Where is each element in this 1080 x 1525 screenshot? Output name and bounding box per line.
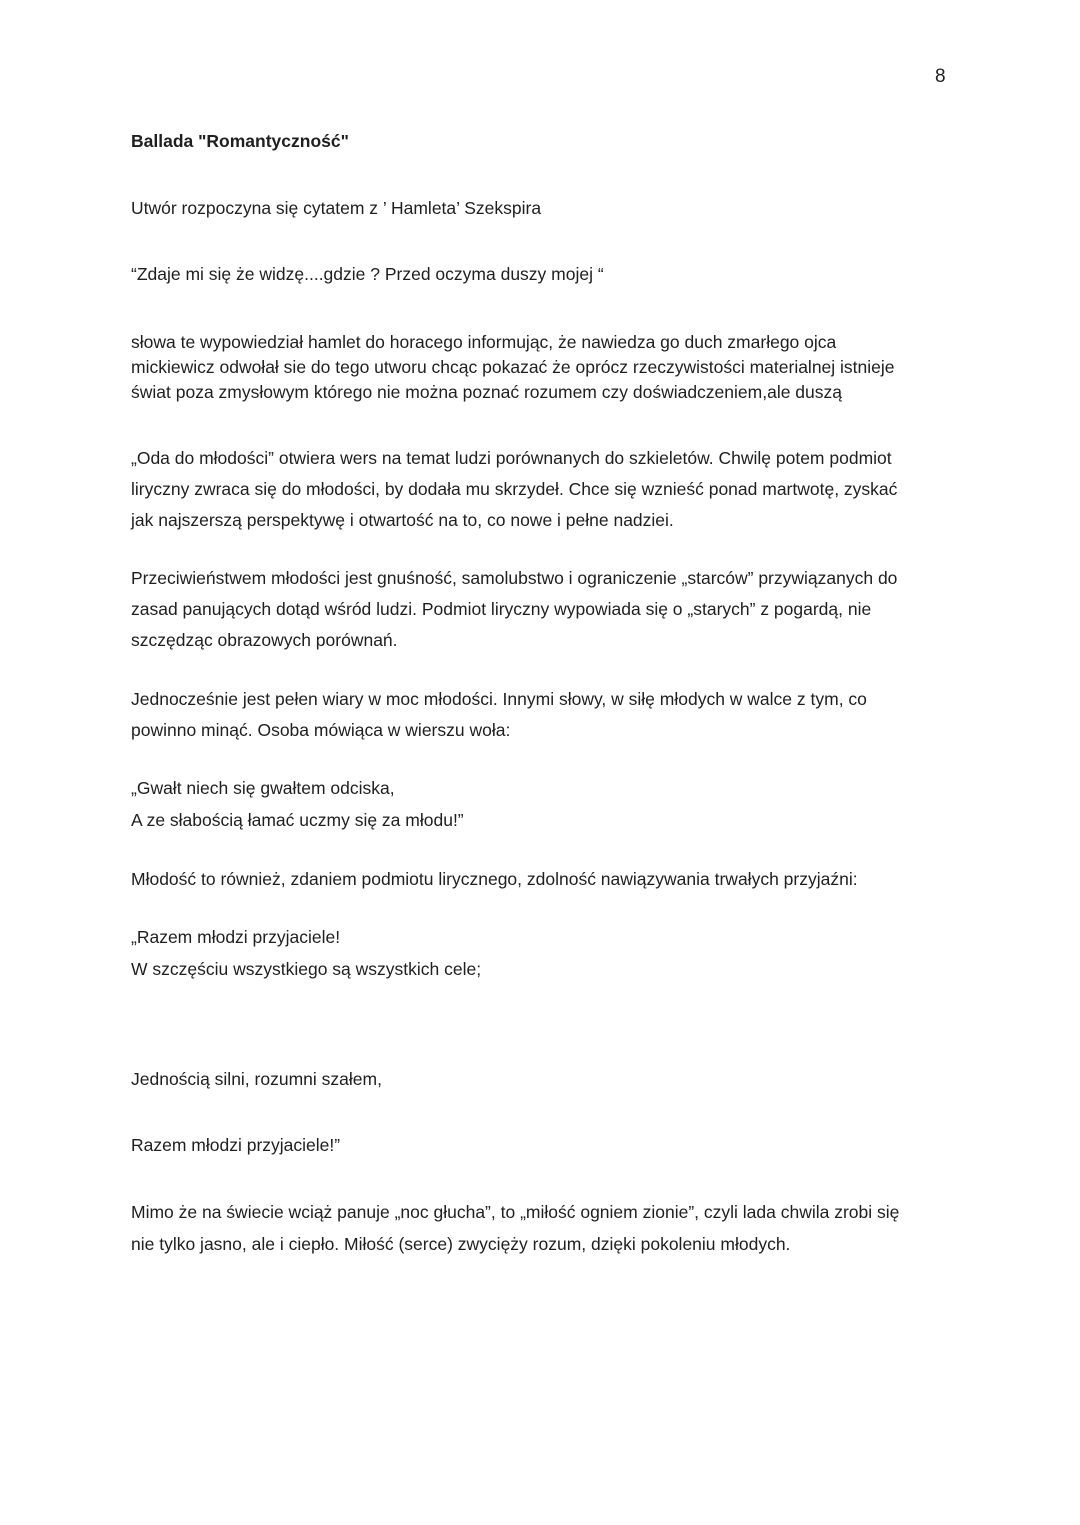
text-line: „Oda do młodości” otwiera wers na temat ludzi porównanych do szkieletów. Chwilę potem podmiot <box>131 448 892 468</box>
faith-paragraph <box>131 684 951 746</box>
oda-paragraph <box>131 443 951 536</box>
text-line: świat poza zmysłowym którego nie można poznać rozumem czy doświadczeniem,ale duszą <box>131 382 842 402</box>
force-quote <box>131 772 951 836</box>
text-line: zasad panujących dotąd wśród ludzi. Podmiot liryczny wypowiada się o „starych” z pogardą, nie <box>131 599 872 619</box>
together-quote-line: Razem młodzi przyjaciele!” <box>131 1135 341 1155</box>
quote-line: A ze słabością łamać uczmy się za młodu!” <box>131 810 464 830</box>
text-line: słowa te wypowiedział hamlet do horacego informując, że nawiedza go duch zmarłego ojca <box>131 332 837 352</box>
text-line: nie tylko jasno, ale i ciepło. Miłość (serce) zwycięży rozum, dzięki pokoleniu młodych. <box>131 1234 791 1254</box>
explanation-paragraph <box>131 330 951 405</box>
friends-quote <box>131 921 951 985</box>
quote-line: W szczęściu wszystkiego są wszystkich cele; <box>131 959 482 979</box>
text-line: liryczny zwraca się do młodości, by dodała mu skrzydeł. Chce się wznieść ponad martwotę, zyskać <box>131 479 898 499</box>
hamlet-quote: “Zdaje mi się że widzę....gdzie ? Przed oczyma duszy mojej “ <box>131 264 604 284</box>
quote-line: „Razem młodzi przyjaciele! <box>131 927 341 947</box>
text-line: mickiewicz odwołał sie do tego utworu chcąc pokazać że oprócz rzeczywistości materialnej istnieje <box>131 357 895 377</box>
unity-quote-line: Jednością silni, rozumni szałem, <box>131 1069 382 1089</box>
text-line: powinno minąć. Osoba mówiąca w wierszu woła: <box>131 720 511 740</box>
text-line: szczędząc obrazowych porównań. <box>131 630 398 650</box>
text-line: Przeciwieństwem młodości jest gnuśność, samolubstwo i ograniczenie „starców” przywiązanych do <box>131 568 898 588</box>
contrast-paragraph <box>131 563 951 656</box>
text-line: Mimo że na świecie wciąż panuje „noc głucha”, to „miłość ogniem zionie”, czyli lada chwila zrobi się <box>131 1202 900 1222</box>
intro-paragraph: Utwór rozpoczyna się cytatem z ’ Hamleta’ Szekspira <box>131 198 542 218</box>
text-line: jak najszerszą perspektywę i otwartość na to, co nowe i pełne nadziei. <box>131 510 674 530</box>
quote-line: „Gwałt niech się gwałtem odciska, <box>131 778 395 798</box>
conclusion-paragraph <box>131 1196 951 1260</box>
document-title: Ballada "Romantyczność" <box>131 131 349 151</box>
friendship-paragraph: Młodość to również, zdaniem podmiotu lirycznego, zdolność nawiązywania trwałych przyjaźni: <box>131 869 858 889</box>
text-line: Jednocześnie jest pełen wiary w moc młodości. Innymi słowy, w siłę młodych w walce z tym, co <box>131 689 867 709</box>
page-number: 8 <box>935 66 946 87</box>
